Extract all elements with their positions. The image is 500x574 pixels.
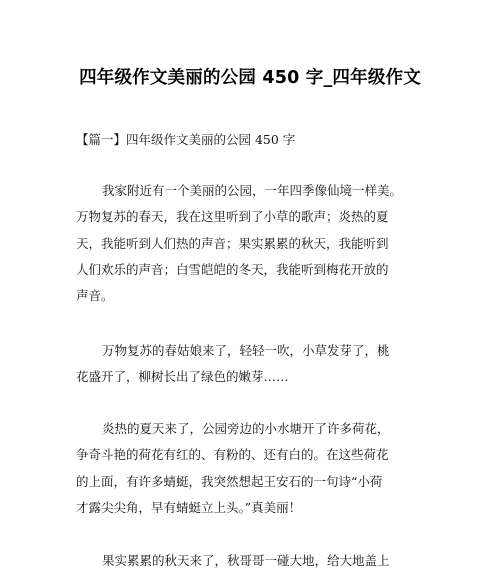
paragraph-line: 争奇斗艳的荷花有红的、有粉的、还有白的。在这些荷花	[76, 447, 389, 463]
paragraph-2	[76, 338, 426, 391]
paragraph-line: 花盛开了，柳树长出了绿色的嫩芽……	[76, 369, 289, 385]
paragraph-line: 我家附近有一个美丽的公园，一年四季像仙境一样美。	[102, 183, 403, 198]
paragraph-line: 果实累累的秋天来了，秋哥哥一碰大地，给大地盖上	[102, 553, 390, 568]
section-heading: 【篇一】四年级作文美丽的公园 450 字	[76, 132, 296, 147]
paragraph-3	[76, 416, 426, 521]
paragraph-line: 天，我能听到人们热的声音；果实累累的秋天，我能听到	[76, 235, 389, 251]
paragraph-line: 炎热的夏天来了，公园旁边的小水塘开了许多荷花，	[102, 421, 390, 436]
paragraph-1	[76, 178, 426, 309]
paragraph-line: 声音。	[76, 288, 114, 304]
paragraph-line: 才露尖尖角，早有蜻蜓立上头。”真美丽！	[76, 499, 302, 515]
paragraph-line: 万物复苏的春天，我在这里听到了小草的歌声；炎热的夏	[76, 209, 389, 225]
paragraph-4	[76, 548, 426, 574]
paragraph-line: 万物复苏的春姑娘来了，轻轻一吹，小草发芽了，桃	[102, 343, 390, 358]
paragraph-line: 的上面，有许多蜻蜓，我突然想起王安石的一句诗“小荷	[76, 473, 383, 489]
document-title: 四年级作文美丽的公园 450 字_四年级作文	[79, 68, 421, 88]
paragraph-line: 人们欢乐的声音；白雪皑皑的冬天，我能听到梅花开放的	[76, 261, 389, 277]
